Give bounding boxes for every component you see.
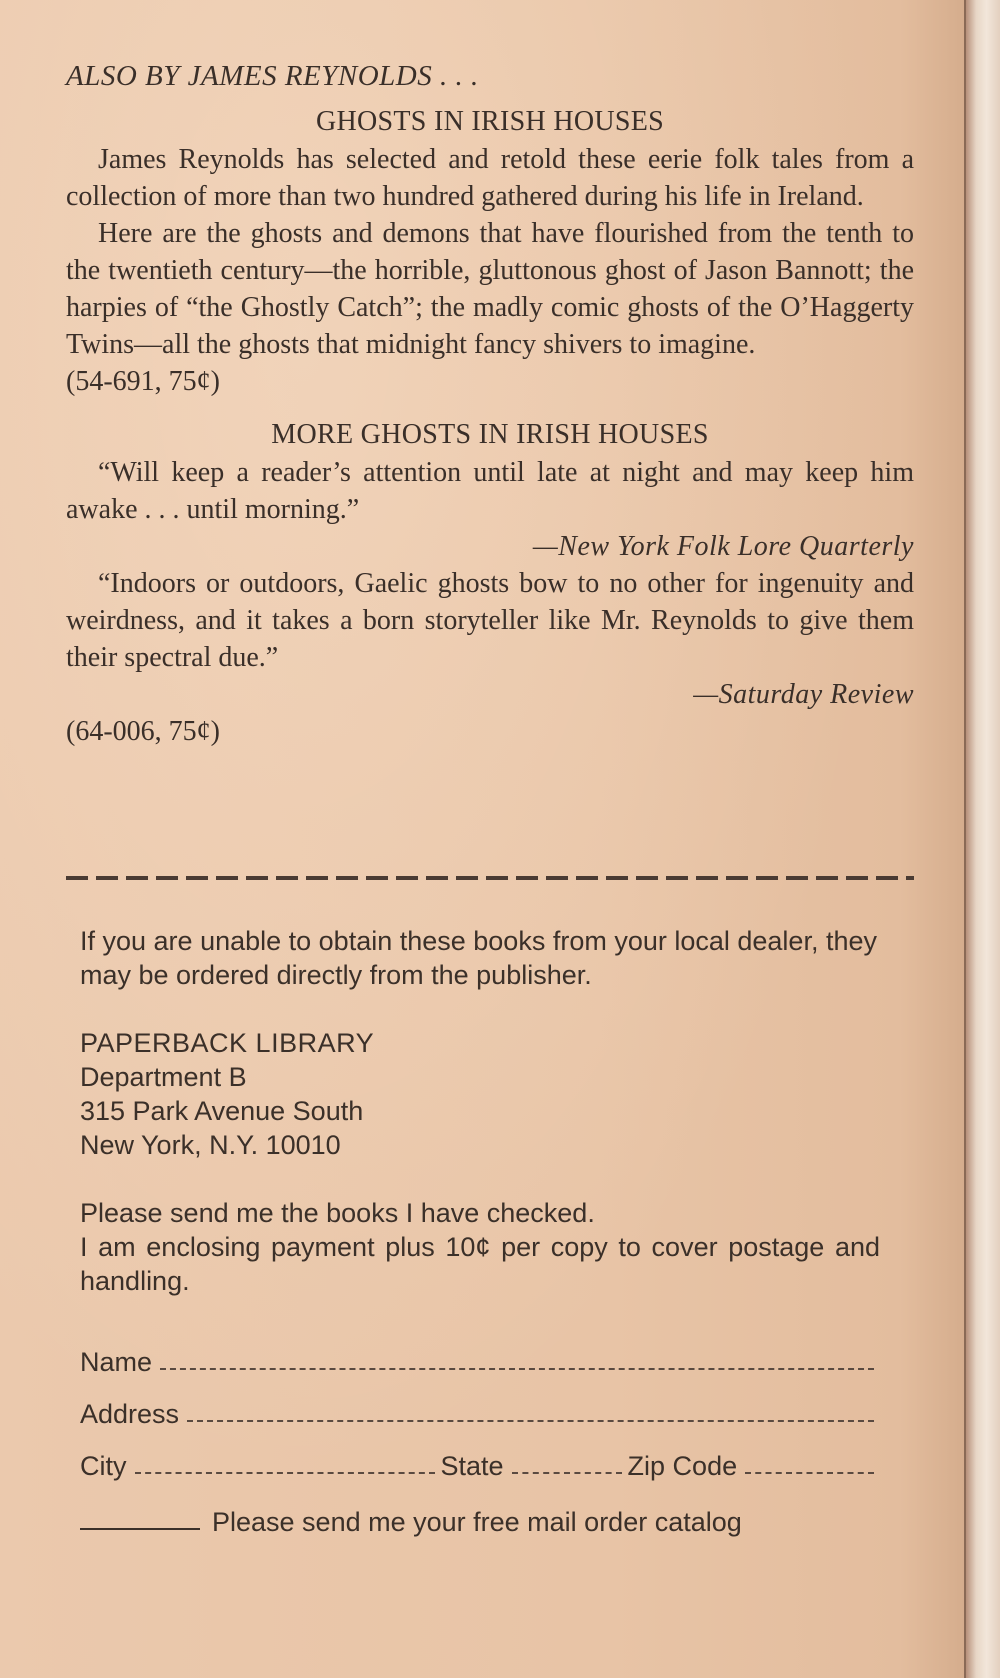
state-label: State [440,1451,504,1481]
address-field-row [80,1378,880,1430]
book-spine-edge [964,0,1000,1678]
book-price-code: (54-691, 75¢) [66,366,220,397]
publisher-address-line: New York, N.Y. 10010 [80,1130,341,1160]
name-blank[interactable] [160,1368,874,1370]
review-quote: “Will keep a reader’s attention until late at night and may keep him awake . . . until morning.” [66,457,914,525]
order-form-fields [80,1326,880,1538]
city-state-zip-row [80,1430,880,1482]
zip-label: Zip Code [627,1451,738,1481]
also-by-section [66,58,914,766]
review-quote: “Indoors or outdoors, Gaelic ghosts bow to no other for ingenuity and weirdness, and it takes a born storyteller like Mr. Reynolds to give them their spectral due.” [66,568,914,673]
review-source: —Saturday Review [693,679,914,710]
publisher-name: PAPERBACK LIBRARY [80,1028,375,1058]
cut-line-divider [66,876,914,880]
name-label: Name [80,1347,153,1377]
publisher-address-line: Department B [80,1062,247,1092]
catalog-request-row [80,1482,880,1538]
city-label: City [80,1451,127,1481]
city-blank[interactable] [135,1472,435,1474]
zip-blank[interactable] [745,1472,874,1474]
book-price-code: (64-006, 75¢) [66,716,220,747]
catalog-request-label: Please send me your free mail order catalog [212,1507,742,1537]
series-heading: ALSO BY JAMES REYNOLDS . . . [66,60,479,92]
book-description-paragraph: James Reynolds has selected and retold these eerie folk tales from a collection of more than two hundred gathered during his life in Ireland. [66,144,914,212]
address-blank[interactable] [187,1420,874,1422]
name-field-row [80,1326,880,1378]
order-form-text [80,924,880,1298]
order-instruction: Please send me the books I have checked. [80,1198,595,1228]
publisher-address-line: 315 Park Avenue South [80,1096,364,1126]
catalog-checkbox-blank[interactable] [80,1528,200,1530]
state-blank[interactable] [512,1472,622,1474]
review-source: —New York Folk Lore Quarterly [532,531,914,562]
book-title-more-ghosts-in-irish-houses: MORE GHOSTS IN IRISH HOUSES [271,419,709,450]
book-title-ghosts-in-irish-houses: GHOSTS IN IRISH HOUSES [315,106,665,137]
order-intro: If you are unable to obtain these books from your local dealer, they may be ordered directly from the publisher. [80,926,877,990]
address-label: Address [80,1399,180,1429]
book-description-paragraph: Here are the ghosts and demons that have flourished from the tenth to the twentieth century—the horrible, gluttonous ghost of Jason Bannott; the harpies of “the Ghostly Catch”; the madly comic ghosts of the O’Haggerty Twins—all the ghosts that midnight fancy shivers to imagine. [66,218,914,360]
order-instruction: I am enclosing payment plus 10¢ per copy to cover postage and handling. [80,1232,880,1296]
